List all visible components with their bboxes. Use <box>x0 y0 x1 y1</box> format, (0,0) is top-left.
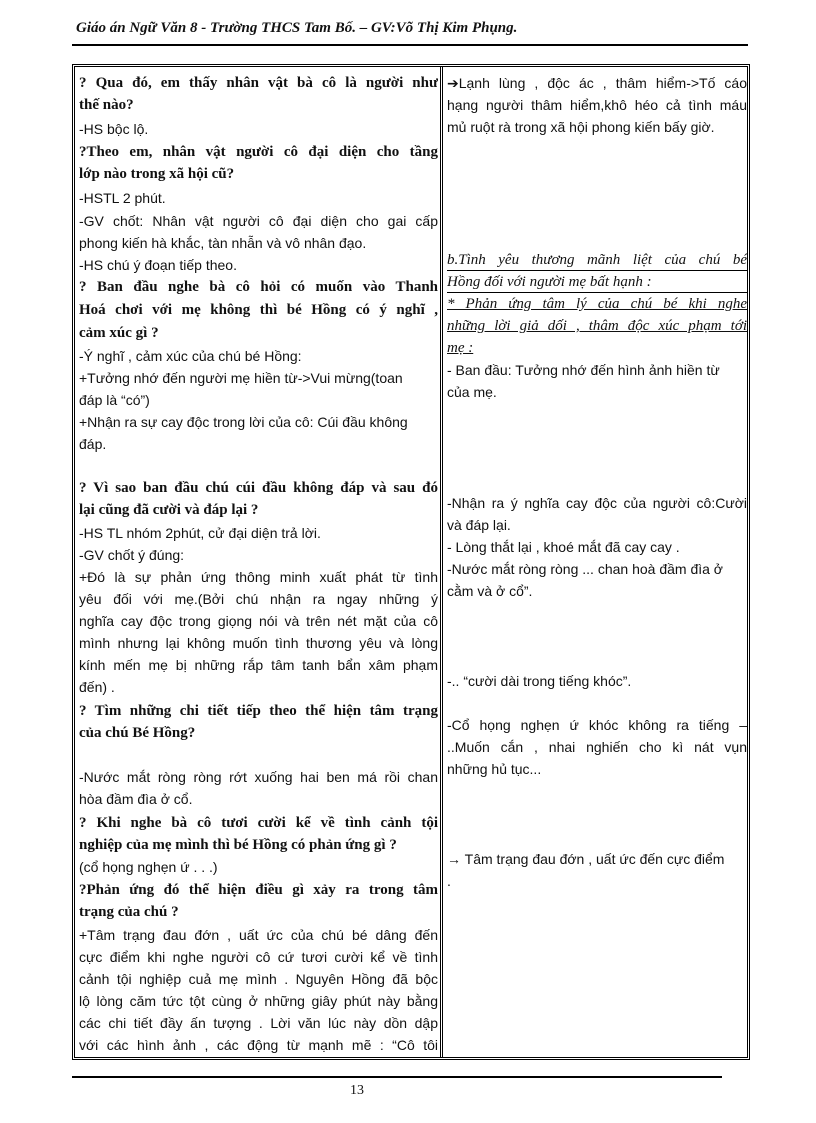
text-line: ? Khi nghe bà cô tươi cười kể về tình cảnh tội <box>79 815 438 831</box>
text-line: lại cũng đã cười và đáp lại ? <box>79 502 259 518</box>
text-line: mình nhưng lại không muốn tình thương yêu và lòng <box>79 635 438 651</box>
text-line: ? Qua đó, em thấy nhân vật bà cô là người như <box>79 75 438 91</box>
text-line: -.. “cười dài trong tiếng khóc”. <box>447 673 632 689</box>
text-line: (cổ họng nghẹn ứ . . .) <box>79 859 218 875</box>
header-rule <box>72 44 748 46</box>
text-line: - Ban đầu: Tưởng nhớ đến hình ảnh hiền từ <box>447 362 720 378</box>
text-line: trạng của chú ? <box>79 904 179 920</box>
section-heading: Hồng đối với người mẹ bất hạnh : <box>447 272 747 293</box>
text-line: +Tâm trạng đau đớn , uất ức của chú bé dâng đến <box>79 927 438 943</box>
text-line: kính mến mẹ bị những rắp tâm tanh bẩn xâm phạm <box>79 657 438 673</box>
text-line: cảnh tội nghiệp cuả mẹ mình . Nguyên Hồng đã bộc <box>79 971 438 987</box>
text-line: đáp là “có”) <box>79 392 150 408</box>
text-line: . <box>447 873 451 889</box>
text-line: với các hình ảnh , các động từ mạnh mẽ : “Cô tôi <box>79 1037 438 1053</box>
text-line: đến) . <box>79 679 115 695</box>
text-line: ? Ban đầu nghe bà cô hỏi có muốn vào Thanh <box>79 279 438 295</box>
text-line: của mẹ. <box>447 384 497 400</box>
page-number: 13 <box>350 1083 364 1098</box>
footer-rule <box>72 1076 722 1078</box>
document-header: Giáo án Ngữ Văn 8 - Trường THCS Tam Bố. – GV:Võ Thị Kim Phụng. <box>76 20 518 36</box>
text-line: hòa đầm đìa ở cổ. <box>79 791 193 807</box>
text-line: -HS chú ý đoạn tiếp theo. <box>79 257 237 273</box>
subsection-heading: * Phản ứng tâm lý của chú bé khi nghe <box>447 296 747 312</box>
text-line: → Tâm trạng đau đớn , uất ức đến cực điểm <box>447 851 725 867</box>
text-line: ?Phản ứng đó thể hiện điều gì xảy ra trong tâm <box>79 882 438 898</box>
subsection-heading: mẹ : <box>447 340 474 356</box>
text-line: -Ý nghĩ , cảm xúc của chú bé Hồng: <box>79 348 302 364</box>
text-line: - Lòng thắt lại , khoé mắt đã cay cay . <box>447 539 680 555</box>
text-line: -GV chốt: Nhân vật người cô đại diện cho gai cấp <box>79 213 438 229</box>
text-line: mủ ruột rà trong xã hội phong kiến bấy giờ. <box>447 119 715 135</box>
text-line: +Đó là sự phản ứng thông minh xuất phát từ tình <box>79 569 438 585</box>
text-line: ..Muốn cắn , nhai nghiến cho kì nát vụn <box>447 739 747 755</box>
text-line: -GV chốt ý đúng: <box>79 547 185 563</box>
text-line: ➔Lạnh lùng , độc ác , thâm hiểm->Tố cáo <box>447 75 747 91</box>
text-line: cằm và ở cổ”. <box>447 583 533 599</box>
text-line: và đáp lại. <box>447 517 511 533</box>
text-line: cảm xúc gì ? <box>79 325 159 341</box>
text-line: ?Theo em, nhân vật người cô đại diện cho tầng <box>79 144 438 160</box>
text-line: cực điểm khi nghe người cô cứ tươi cười kể về tình <box>79 949 438 965</box>
text-line: +Tưởng nhớ đến người mẹ hiền từ->Vui mừng(toan <box>79 370 403 386</box>
text-line: đáp. <box>79 436 107 452</box>
text-line: của chú Bé Hồng? <box>79 725 196 741</box>
text-line: -HSTL 2 phút. <box>79 190 166 206</box>
text-line: -Cổ họng nghẹn ứ khóc không ra tiếng – <box>447 717 747 733</box>
text-line: nghiệp của mẹ mình thì bé Hồng có phản ứng gì ? <box>79 837 397 853</box>
text-line: hạng người thâm hiểm,khô héo cả tình máu <box>447 97 747 113</box>
text-line: lớp nào trong xã hội cũ? <box>79 166 235 182</box>
text-line: yêu đối với mẹ.(Bởi chú nhận ra ngay những ý <box>79 591 438 607</box>
lesson-table <box>72 64 750 1060</box>
text-line: -HS bộc lộ. <box>79 121 149 137</box>
teacher-student-activity-column <box>79 67 438 1057</box>
text-line: -Nước mắt ròng ròng ... chan hoà đầm đìa ở <box>447 561 723 577</box>
text-line: thế nào? <box>79 97 134 113</box>
text-line: +Nhận ra sự cay độc trong lời của cô: Cúi đầu không <box>79 414 408 430</box>
section-heading: b.Tình yêu thương mãnh liệt của chú bé <box>447 250 747 271</box>
text-line: phong kiến hà khắc, tàn nhẫn và vô nhân đạo. <box>79 235 367 251</box>
text-line: -Nhận ra ý nghĩa cay độc của người cô:Cười <box>447 495 747 511</box>
subsection-heading: những lời giả dối , thâm độc xúc phạm tới <box>447 318 747 334</box>
text-line: ? Tìm những chi tiết tiếp theo thể hiện tâm trạng <box>79 703 438 719</box>
text-line: nghĩa cay độc trong giọng nói và trên nét mặt của cô <box>79 613 438 629</box>
text-line: lộ lòng căm tức tột cùng ở những giây phút này bằng <box>79 993 438 1009</box>
text-line: các chi tiết đầy ấn tượng . Lời văn lúc này dồn dập <box>79 1015 438 1031</box>
text-line: những hủ tục... <box>447 761 542 777</box>
text-line: -Nước mắt ròng ròng rớt xuống hai ben má rồi chan <box>79 769 438 785</box>
content-notes-column <box>447 67 747 1057</box>
column-divider <box>440 67 443 1057</box>
text-line: ? Vì sao ban đầu chú cúi đầu không đáp và sau đó <box>79 480 438 496</box>
text-line: Hoá chơi với mẹ không thì bé Hồng có ý nghĩ , <box>79 302 438 318</box>
text-line: -HS TL nhóm 2phút, cử đại diện trả lời. <box>79 525 321 541</box>
